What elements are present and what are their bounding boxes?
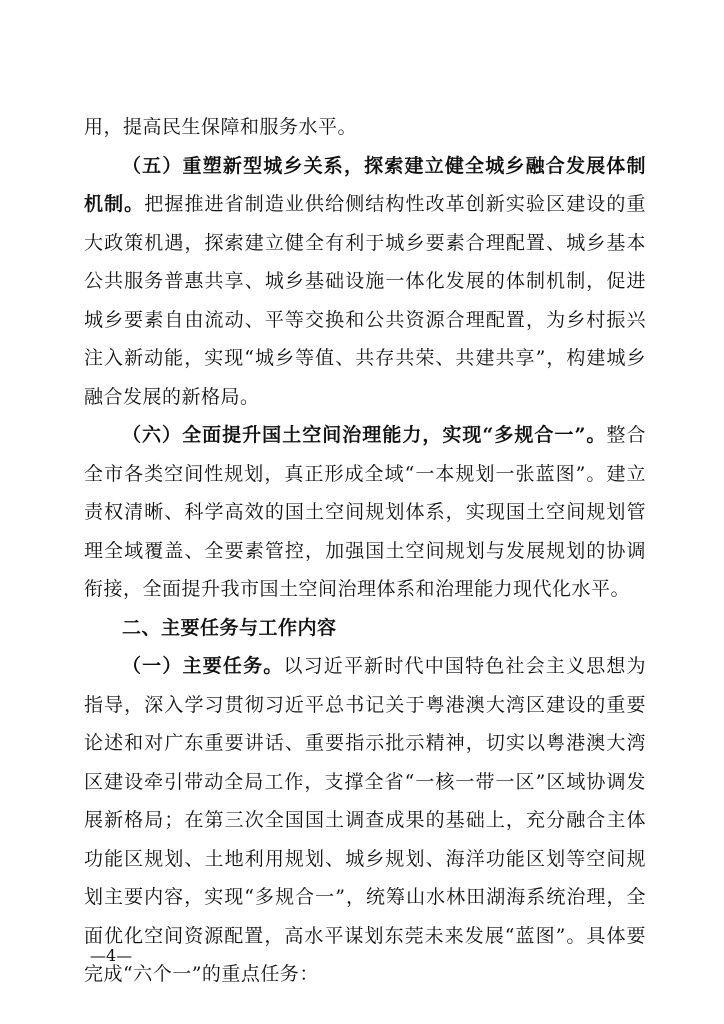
section-heading: 二、主要任务与工作内容 (122, 616, 337, 639)
paragraph-main-tasks (84, 647, 646, 994)
paragraph-text: 把握推进省制造业供给侧结构性改革创新实验区建设的重大政策机遇，探索建立健全有利于城乡要素合理配置、城乡基本公共服务普惠共享、城乡基础设施一体化发展的体制机制，促进城乡要素自由流动、平等交换和公共资源合理配置，为乡村振兴注入新动能，实现“城乡等值、共存共荣、共建共享”，构建城乡融合发展的新格局。 (84, 193, 646, 408)
paragraph-section-6 (84, 416, 646, 609)
subheading-1: （一）主要任务。 (122, 655, 284, 677)
paragraph-section-5 (84, 147, 646, 417)
paragraph-text: 整合全市各类空间性规划，真正形成全域“一本规划一张蓝图”。建立责权清晰、科学高效的国土空间规划体系，实现国土空间规划管理全域覆盖、全要素管控，加强国土空间规划与发展规划的协调衔接，全面提升我市国土空间治理体系和治理能力现代化水平。 (84, 424, 646, 600)
paragraph-text: 用，提高民生保障和服务水平。 (84, 116, 358, 138)
subheading-6: （六）全面提升国土空间治理能力，实现“多规合一”。 (122, 424, 607, 446)
page-number: —4— (90, 946, 133, 965)
body-text (84, 108, 646, 994)
paragraph-continuation (84, 108, 646, 147)
paragraph-text: 以习近平新时代中国特色社会主义思想为指导，深入学习贯彻习近平总书记关于粤港澳大湾区建设的重要论述和对广东重要讲话、重要指示批示精神，切实以粤港澳大湾区建设牵引带动全局工作，支撑全省“一核一带一区”区域协调发展新格局；在第三次全国国土调查成果的基础上，充分融合主体功能区规划、土地利用规划、城乡规划、海洋功能区划等空间规划主要内容，实现“多规合一”，统筹山水林田湖海系统治理，全面优化空间资源配置，高水平谋划东莞未来发展“蓝图”。具体要完成“六个一”的重点任务： (84, 655, 646, 985)
subheading-5: （五）重塑新型城乡关系，探索建立健全城乡融合发展体制机制。 (84, 154, 646, 215)
